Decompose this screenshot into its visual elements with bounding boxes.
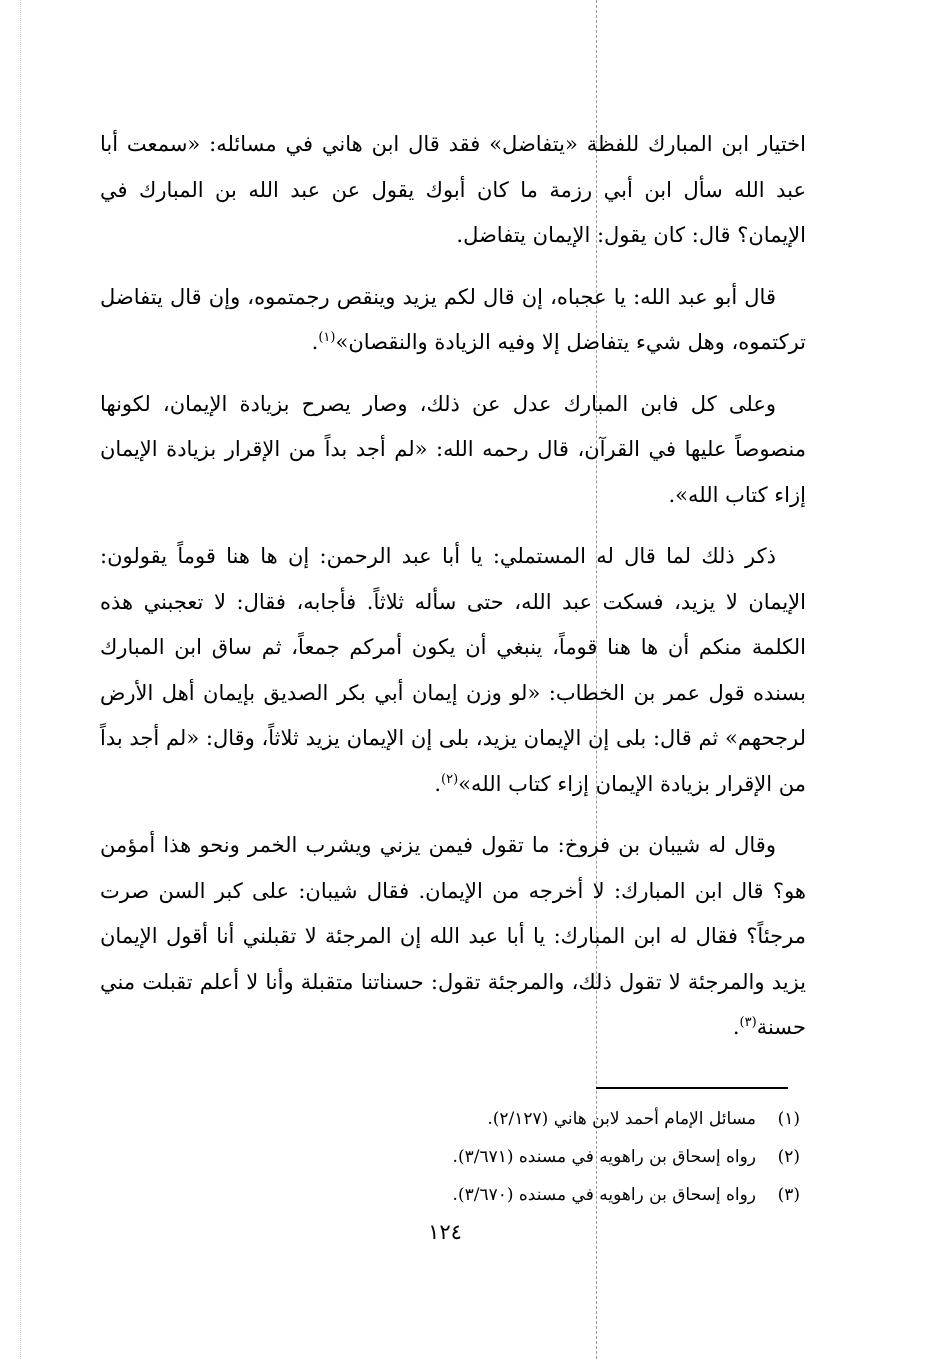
footnote-item	[300, 1176, 800, 1214]
page-edge-line	[20, 0, 21, 1359]
main-text	[100, 122, 806, 1067]
footnotes	[300, 1100, 800, 1214]
paragraph-end: .	[732, 1015, 740, 1039]
footnote-reference[interactable]: (٣)	[739, 1015, 757, 1030]
footnote-number: (٢)	[777, 1147, 800, 1167]
paragraph-3	[100, 382, 806, 519]
footnote-number: (٣)	[777, 1185, 800, 1205]
paragraph-text: قال أبو عبد الله: يا عجباه، إن قال لكم يزيد وينقص رجمتموه، وإن قال يتفاضل تركتموه، وهل شيء يتفاضل إلا وفيه الزيادة والنقصان»	[100, 284, 806, 354]
footnote-reference[interactable]: (٢)	[441, 771, 459, 787]
footnote-text: مسائل الإمام أحمد لابن هاني (٢/١٢٧).	[487, 1109, 756, 1129]
footnote-separator	[596, 1087, 788, 1089]
paragraph-end: .	[311, 330, 319, 354]
paragraph-1	[100, 122, 806, 259]
footnote-reference[interactable]: (١)	[318, 330, 336, 345]
paragraph-text: اختيار ابن المبارك للفظة «يتفاضل» فقد قال ابن هاني في مسائله: «سمعت أبا عبد الله سأل ابن أبي رزمة ما كان أبوك يقول عن عبد الله بن المبارك في الإيمان؟ قال: كان يقول: الإيمان يتفاضل.	[100, 132, 806, 247]
page-number: ١٢٤	[428, 1220, 462, 1244]
paragraph-4	[100, 534, 806, 807]
paragraph-text: وقال له شيبان بن فروخ: ما تقول فيمن يزني ويشرب الخمر ونحو هذا أمؤمن هو؟ قال ابن المبارك: لا أخرجه من الإيمان. فقال شيبان: على كبر السن صرت مرجئاً؟ فقال له ابن المبارك: يا أبا عبد الله إن المرجئة لا تقبلني أنا أقول الإيمان يزيد والمرجئة لا تقول ذلك، والمرجئة تقول: حسناتنا متقبلة وأنا لا أعلم تقبلت مني حسنة	[100, 833, 806, 1039]
footnote-number: (١)	[777, 1109, 800, 1129]
footnote-text: رواه إسحاق بن راهويه في مسنده (٣/٦٧١).	[452, 1147, 756, 1167]
footnote-text: رواه إسحاق بن راهويه في مسنده (٣/٦٧٠).	[452, 1185, 756, 1205]
paragraph-2	[100, 275, 806, 366]
footnote-item	[300, 1100, 800, 1138]
paragraph-end: .	[434, 771, 442, 796]
paragraph-text: ذكر ذلك لما قال له المستملي: يا أبا عبد الرحمن: إن ها هنا قوماً يقولون: الإيمان لا يزيد، فسكت عبد الله، حتى سأله ثلاثاً. فأجابه، فقال: لا تعجبني هذه الكلمة منكم أن ها هنا قوماً، ينبغي أن يكون أمركم جمعاً، ثم ساق ابن المبارك بسنده قول عمر بن الخطاب: «لو وزن إيمان أبي بكر الصديق بإيمان أهل الأرض لرجحهم» ثم قال: بلى إن الإيمان يزيد، بلى إن الإيمان يزيد ثلاثاً، وقال: «لم أجد بداً من الإقرار بزيادة الإيمان إزاء كتاب الله»	[100, 544, 806, 796]
paragraph-text: وعلى كل فابن المبارك عدل عن ذلك، وصار يصرح بزيادة الإيمان، لكونها منصوصاً عليها في القرآن، قال رحمه الله: «لم أجد بداً من الإقرار بزيادة الإيمان إزاء كتاب الله».	[100, 391, 806, 507]
paragraph-5	[100, 823, 806, 1051]
footnote-item	[300, 1138, 800, 1176]
